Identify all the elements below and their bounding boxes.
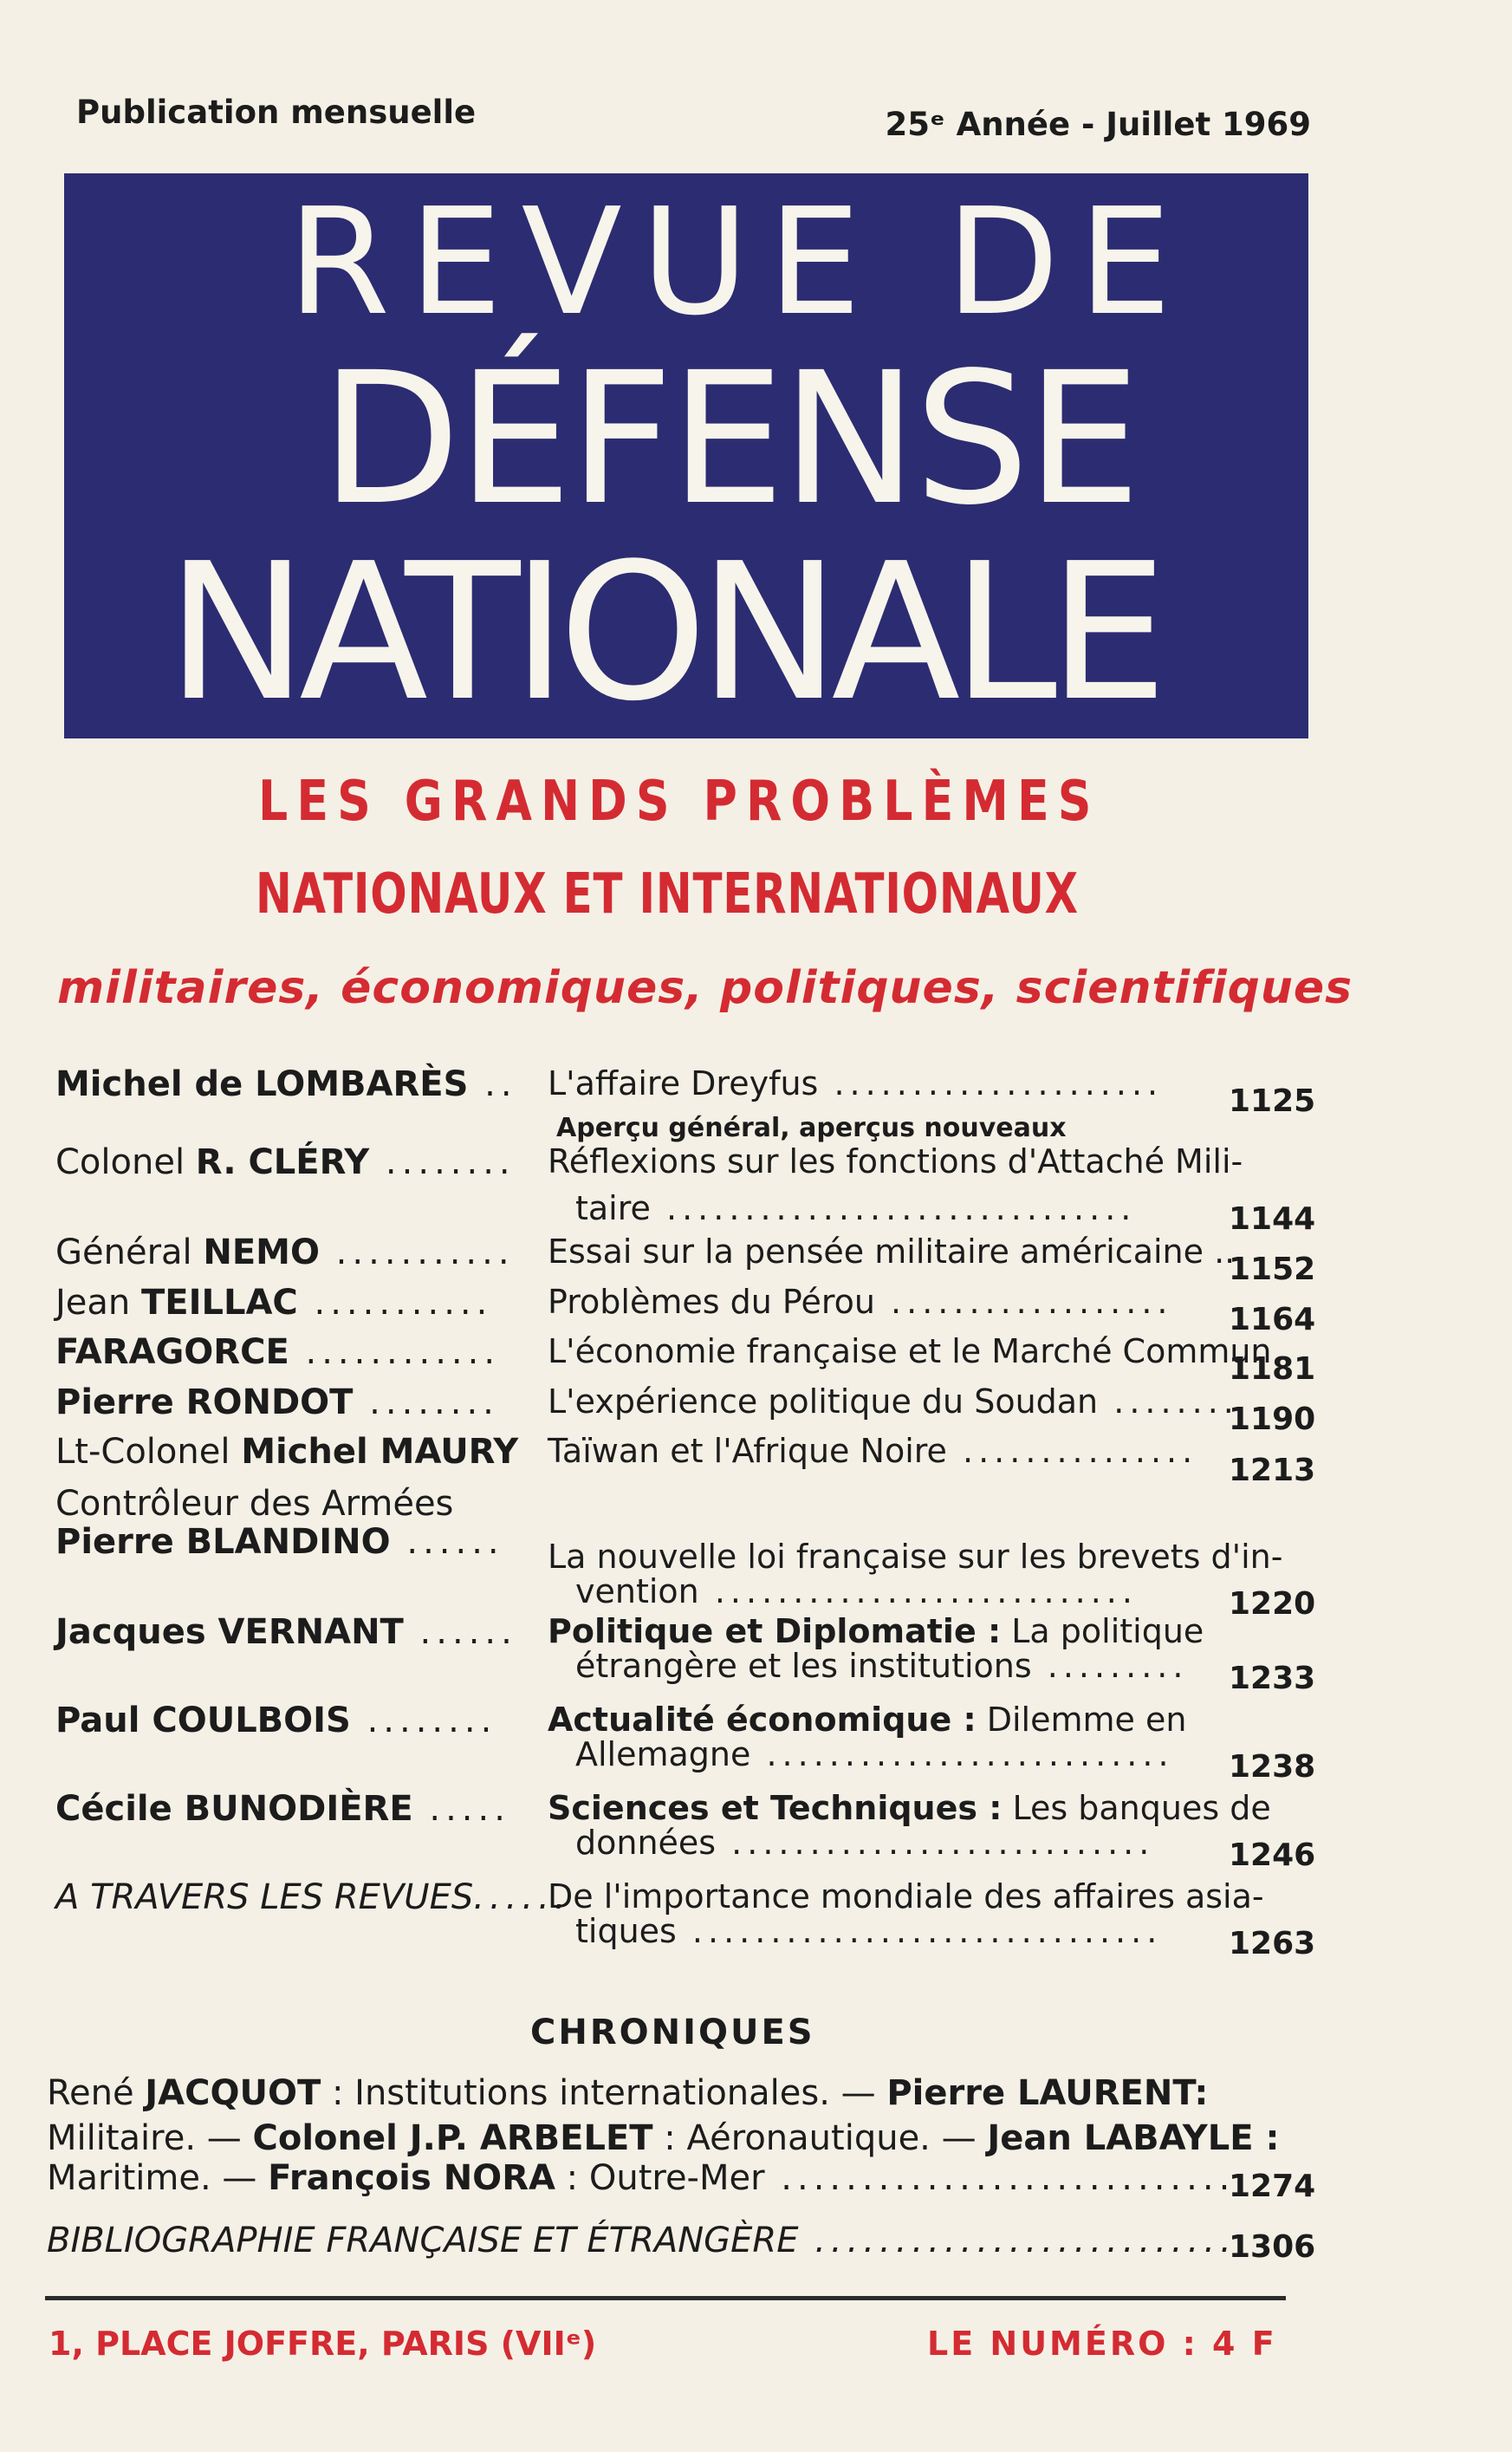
chroniques-page: 1274 (1229, 2169, 1316, 2204)
toc-author: Lt-Colonel Michel MAURY (55, 1432, 519, 1472)
masthead-line-1: REVUE DE (288, 177, 1191, 348)
toc-title-continued: Allemagne .......................... (575, 1735, 1174, 1773)
toc-title-continued: taire .............................. (575, 1189, 1137, 1227)
toc-title: Actualité économique : Dilemme en (548, 1701, 1187, 1739)
footer-divider (45, 2296, 1286, 2300)
toc-title-continued: tiques .............................. (575, 1912, 1163, 1950)
chroniques-heading: CHRONIQUES (530, 2013, 815, 2052)
toc-author: Pierre RONDOT ........ (55, 1382, 499, 1422)
toc-title: Sciences et Techniques : Les banques de (548, 1789, 1271, 1827)
subtitle-topics: militaires, économiques, politiques, scientifiques (57, 962, 1353, 1014)
toc-author: Colonel R. CLÉRY ........ (55, 1142, 516, 1182)
toc-author: Paul COULBOIS ........ (55, 1701, 497, 1740)
toc-page: 1190 (1229, 1402, 1316, 1437)
toc-page: 1144 (1229, 1201, 1316, 1237)
masthead-line-3: NATIONALE (166, 524, 1159, 743)
toc-title: Politique et Diplomatie : La politique (548, 1612, 1204, 1650)
issue-date: 25ᵉ Année - Juillet 1969 (885, 106, 1311, 143)
toc-subtitle: Aperçu général, aperçus nouveaux (556, 1113, 1067, 1143)
toc-page: 1263 (1229, 1926, 1316, 1961)
toc-title-continued: vention ........................... (575, 1572, 1138, 1610)
toc-author-role: Contrôleur des Armées (55, 1484, 454, 1524)
toc-title-continued: données ........................... (575, 1824, 1155, 1862)
toc-title: Réflexions sur les fonctions d'Attaché Mili- (548, 1142, 1243, 1180)
toc-author: Pierre BLANDINO ...... (55, 1522, 504, 1562)
bibliography-line: BIBLIOGRAPHIE FRANÇAISE ET ÉTRANGÈRE .......................... (47, 2221, 1236, 2260)
chroniques-line: René JACQUOT : Institutions internationales. — Pierre LAURENT: (47, 2073, 1209, 2113)
toc-page: 1152 (1229, 1252, 1316, 1287)
toc-page: 1220 (1229, 1586, 1316, 1622)
toc-title: De l'importance mondiale des affaires asia- (548, 1877, 1264, 1915)
toc-author: Cécile BUNODIÈRE ..... (55, 1789, 510, 1829)
toc-title: Problèmes du Pérou .................. (548, 1283, 1173, 1321)
masthead-line-2: DÉFENSE (321, 333, 1138, 545)
toc-page: 1164 (1229, 1302, 1316, 1337)
toc-author: Jacques VERNANT ...... (55, 1612, 517, 1652)
toc-title: Taïwan et l'Afrique Noire ............... (548, 1432, 1198, 1470)
chroniques-line: Maritime. — François NORA : Outre-Mer ............................ (47, 2158, 1236, 2198)
toc-page: 1213 (1229, 1453, 1316, 1488)
toc-page: 1238 (1229, 1749, 1316, 1785)
toc-title: L'économie française et le Marché Commun (548, 1332, 1272, 1370)
toc-title: L'affaire Dreyfus ..................... (548, 1064, 1164, 1102)
toc-title: La nouvelle loi française sur les brevets d'in- (548, 1538, 1283, 1576)
toc-author: A TRAVERS LES REVUES...... (55, 1877, 571, 1917)
subtitle-line-2: NATIONAUX ET INTERNATIONAUX (256, 862, 1079, 927)
footer-price: LE NUMÉRO : 4 F (927, 2325, 1277, 2363)
toc-page: 1246 (1229, 1837, 1316, 1873)
chroniques-line: Militaire. — Colonel J.P. ARBELET : Aéronautique. — Jean LABAYLE : (47, 2118, 1280, 2158)
toc-title-continued: étrangère et les institutions ......... (575, 1647, 1189, 1685)
toc-page: 1181 (1229, 1351, 1316, 1387)
toc-page: 1233 (1229, 1661, 1316, 1696)
footer-address: 1, PLACE JOFFRE, PARIS (VIIᵉ) (49, 2325, 597, 2363)
toc-author: FARAGORCE ............ (55, 1332, 501, 1372)
toc-title: Essai sur la pensée militaire américaine ... (548, 1233, 1246, 1271)
subtitle-line-1: LES GRANDS PROBLÈMES (258, 770, 1100, 834)
toc-author: Général NEMO ........... (55, 1233, 515, 1272)
publication-frequency: Publication mensuelle (76, 94, 477, 131)
toc-author: Michel de LOMBARÈS .. (55, 1064, 517, 1104)
toc-author: Jean TEILLAC ........... (55, 1283, 493, 1323)
toc-title: L'expérience politique du Soudan ........ (548, 1382, 1239, 1421)
toc-page: 1125 (1229, 1083, 1316, 1119)
bibliography-page: 1306 (1229, 2229, 1316, 2265)
